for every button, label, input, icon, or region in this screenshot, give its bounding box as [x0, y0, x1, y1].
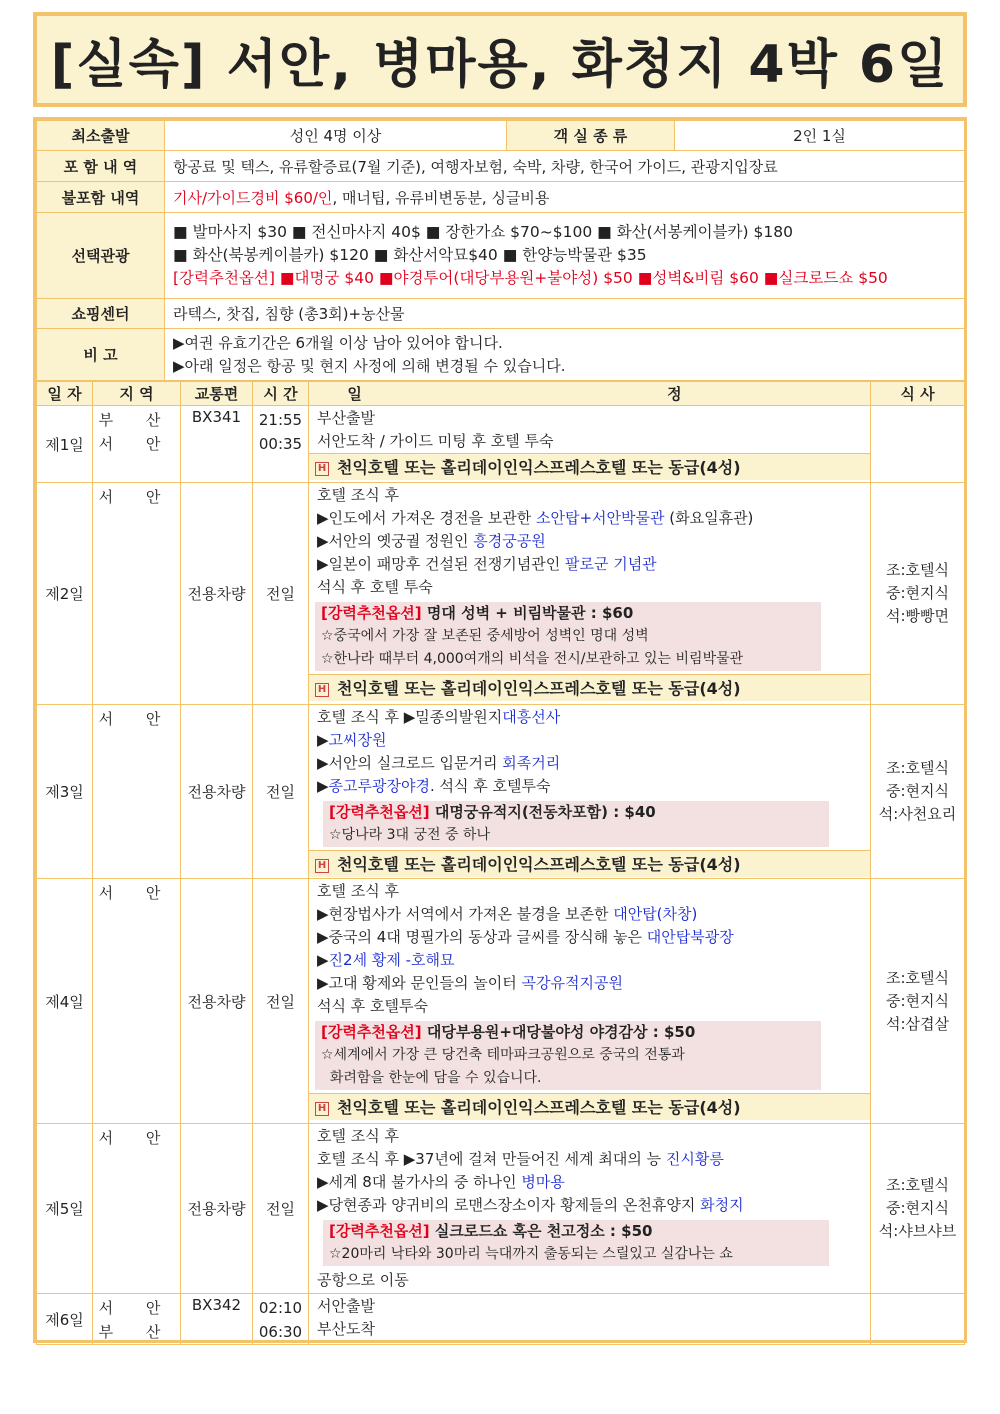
attraction-name: 곡강유적지공원: [521, 974, 623, 992]
itinerary-line: 호텔 조식 후: [317, 486, 399, 504]
option-desc: ☆20마리 낙타와 30마리 늑대까지 출동되는 스릴있고 실감나는 쇼: [329, 1246, 733, 1262]
option-title: [강력추천옵션] 대당부용원+대당불야성 야경감상 : $50: [321, 1023, 696, 1041]
optional-line-1: ■ 발마사지 $30 ■ 전신마사지 40$ ■ 장한가쇼 $70~$100 ■ 화산(서봉케이블카) $180: [173, 223, 793, 241]
hotel-icon: H: [315, 1102, 329, 1116]
schedule-table: [36, 381, 965, 1345]
recommended-option-box: [323, 801, 829, 847]
meal-cell: [871, 406, 965, 483]
exclude-label: 불포함 내역: [37, 182, 165, 213]
note-label: 비 고: [37, 329, 165, 381]
room-type-value: 2인 1실: [675, 121, 965, 151]
day-label: 제4일: [37, 879, 93, 1124]
region-text: 서 안: [93, 705, 181, 879]
attraction-name: 종고루광장야경: [328, 777, 430, 795]
itinerary-line: 호텔 조식 후: [317, 882, 399, 900]
itinerary-line: ▶현장법사가 서역에서 가져온 불경을 보존한 대안탑(차창): [317, 905, 698, 923]
hotel-icon: H: [315, 859, 329, 873]
time-cell: [253, 1294, 309, 1345]
itinerary-line: ▶인도에서 가져온 경전을 보관한 소안탑+서안박물관 (화요일휴관): [317, 509, 754, 527]
hotel-icon: H: [315, 683, 329, 697]
itinerary-line: 석식 후 호텔투숙: [317, 997, 428, 1015]
itinerary-line: 호텔 조식 후: [317, 1127, 399, 1145]
region-text: 서 안: [93, 879, 181, 1124]
region-cell: [93, 406, 181, 483]
recommended-option-box: [315, 1021, 821, 1090]
itinerary-line: ▶진2세 황제 -호해묘: [317, 951, 455, 969]
region-text: 서 안: [93, 483, 181, 705]
flight-number: BX341: [181, 406, 253, 483]
region-text: 서 안: [93, 1124, 181, 1294]
transport-text: 전용차량: [181, 483, 253, 705]
region-text: 서 안: [98, 435, 175, 453]
itinerary-cell: [309, 1124, 871, 1294]
exclude-rest-text: , 매너팁, 유류비변동분, 싱글비용: [332, 188, 550, 207]
optional-line-recommended: [강력추천옵션] ■대명궁 $40 ■야경투어(대당부용원+불야성) $50 ■성벽&비림 $60 ■실크로드쇼 $50: [173, 269, 888, 287]
attraction-name: 진2세 황제 -호해묘: [328, 951, 455, 969]
region-text: 부 산: [98, 411, 175, 429]
itinerary-line: 공항으로 이동: [317, 1271, 409, 1289]
optional-line-2: ■ 화산(북봉케이블카) $120 ■ 화산서악묘$40 ■ 한양능박물관 $35: [173, 246, 647, 264]
meal-text: 석:사천요리: [878, 805, 957, 823]
meal-text: 중:현지식: [885, 782, 949, 800]
meal-text: 중:현지식: [885, 991, 949, 1010]
title-banner: [33, 12, 967, 107]
meal-cell: [871, 1124, 965, 1294]
day-row: [37, 705, 965, 879]
header-itinerary: 일 정: [309, 382, 871, 406]
header-region: 지 역: [93, 382, 181, 406]
itinerary-line: ▶종고루광장야경. 석식 후 호텔투숙: [317, 777, 551, 795]
meal-cell: [871, 1294, 965, 1345]
meal-text: 조:호텔식: [885, 1176, 949, 1194]
note-line-1: ▶여권 유효기간은 6개월 이상 남아 있어야 합니다.: [173, 333, 503, 352]
meal-text: 석:샤브샤브: [878, 1222, 957, 1240]
itinerary-line: 부산도착: [317, 1320, 375, 1338]
option-title: [강력추천옵션] 실크로드쇼 혹은 천고정소 : $50: [329, 1222, 653, 1240]
attraction-name: 병마용: [521, 1173, 565, 1191]
day-row: [37, 1124, 965, 1294]
option-desc: ☆한나라 때부터 4,000여개의 비석을 전시/보관하고 있는 비림박물관: [321, 651, 744, 667]
time-text: 02:10: [258, 1299, 303, 1317]
itinerary-line: ▶서안의 실크로드 입문거리 회족거리: [317, 754, 561, 772]
meal-cell: [871, 705, 965, 879]
hotel-bar: [309, 674, 870, 701]
hotel-bar: [309, 1093, 870, 1120]
attraction-name: 화청지: [700, 1196, 744, 1214]
option-title: [강력추천옵션] 명대 성벽 + 비림박물관 : $60: [321, 604, 634, 622]
attraction-name: 대안탑북광장: [646, 928, 734, 946]
itinerary-line: 부산출발: [317, 409, 375, 427]
itinerary-cell: [309, 879, 871, 1124]
itinerary-cell: [309, 1294, 871, 1345]
include-label: 포 함 내 역: [37, 151, 165, 182]
header-transport: 교통편: [181, 382, 253, 406]
min-depart-label: 최소출발: [37, 121, 165, 151]
itinerary-line: ▶세계 8대 불가사의 중 하나인 병마용: [317, 1173, 565, 1191]
attraction-name: 대안탑(차창): [613, 905, 698, 923]
info-table: [36, 120, 965, 381]
hotel-text: 천익호텔 또는 홀리데이인익스프레스호텔 또는 동급(4성): [337, 458, 741, 477]
time-text: 전일: [253, 1124, 309, 1294]
meal-text: 석:삼겹살: [885, 1014, 949, 1033]
time-text: 전일: [253, 483, 309, 705]
itinerary-line: 서안출발: [317, 1297, 375, 1315]
header-meal: 식 사: [871, 382, 965, 406]
itinerary-line: ▶서안의 옛궁궐 정원인 흥경궁공원: [317, 532, 546, 550]
meal-text: 조:호텔식: [885, 759, 949, 777]
hotel-icon: H: [315, 462, 329, 476]
itinerary-cell: [309, 406, 871, 483]
shopping-value: 라텍스, 찻집, 침향 (총3회)+농산물: [165, 299, 965, 329]
day-row: [37, 879, 965, 1124]
itinerary-line: ▶당현종과 양귀비의 로맨스장소이자 황제들의 온천휴양지 화청지: [317, 1196, 744, 1214]
hotel-text: 천익호텔 또는 홀리데이인익스프레스호텔 또는 동급(4성): [337, 855, 741, 874]
time-text: 전일: [253, 705, 309, 879]
attraction-name: 소안탑+서안박물관: [535, 509, 665, 527]
hotel-text: 천익호텔 또는 홀리데이인익스프레스호텔 또는 동급(4성): [337, 679, 741, 698]
day-label: 제6일: [37, 1294, 93, 1345]
time-cell: [253, 406, 309, 483]
meal-text: 조:호텔식: [885, 561, 949, 579]
optional-tour-label: 선택관광: [37, 213, 165, 299]
itinerary-line: ▶중국의 4대 명필가의 동상과 글씨를 장식해 놓은 대안탑북광장: [317, 928, 734, 946]
guide-fee-text: 기사/가이드경비 $60/인: [173, 188, 333, 207]
time-text: 06:30: [258, 1323, 303, 1341]
option-desc: ☆세계에서 가장 큰 당건축 테마파크공원으로 중국의 전통과: [321, 1047, 685, 1063]
shopping-label: 쇼핑센터: [37, 299, 165, 329]
attraction-name: 팔로군 기념관: [564, 555, 657, 573]
region-text: 부 산: [98, 1323, 175, 1341]
meal-cell: [871, 483, 965, 705]
exclude-value: [165, 182, 965, 213]
region-cell: [93, 1294, 181, 1345]
meal-cell: [871, 879, 965, 1124]
itinerary-line: ▶고대 황제와 문인들의 놀이터 곡강유적지공원: [317, 974, 623, 992]
day-label: 제5일: [37, 1124, 93, 1294]
itinerary-line: 석식 후 호텔 투숙: [317, 578, 433, 596]
transport-text: 전용차량: [181, 879, 253, 1124]
option-desc: ☆중국에서 가장 잘 보존된 중세방어 성벽인 명대 성벽: [321, 628, 649, 644]
itinerary-cell: [309, 483, 871, 705]
attraction-name: 회족거리: [502, 754, 561, 772]
attraction-name: 대흥선사: [502, 708, 561, 726]
transport-text: 전용차량: [181, 705, 253, 879]
attraction-name: 흥경궁공원: [473, 532, 546, 550]
recommended-option-box: [315, 602, 821, 671]
time-text: 21:55: [258, 411, 303, 429]
hotel-text: 천익호텔 또는 홀리데이인익스프레스호텔 또는 동급(4성): [337, 1098, 741, 1117]
itinerary-frame: [33, 117, 967, 1343]
note-value: [165, 329, 965, 381]
meal-text: 중:현지식: [885, 584, 949, 602]
optional-tour-list: [165, 213, 965, 299]
day-label: 제3일: [37, 705, 93, 879]
time-text: 00:35: [258, 435, 303, 453]
attraction-name: 진시황릉: [665, 1150, 724, 1168]
meal-text: 조:호텔식: [885, 968, 949, 987]
region-text: 서 안: [98, 1299, 175, 1317]
min-depart-value: 성인 4명 이상: [165, 121, 507, 151]
meal-text: 중:현지식: [885, 1199, 949, 1217]
hotel-bar: [309, 453, 870, 480]
day-label: 제2일: [37, 483, 93, 705]
flight-number: BX342: [181, 1294, 253, 1345]
recommended-option-box: [323, 1220, 829, 1266]
itinerary-cell: [309, 705, 871, 879]
page-title: [실속] 서안, 병마용, 화청지 4박 6일: [50, 35, 950, 95]
itinerary-line: ▶일본이 패망후 건설된 전쟁기념관인 팔로군 기념관: [317, 555, 657, 573]
itinerary-line: ▶고씨장원: [317, 731, 387, 749]
attraction-name: 고씨장원: [328, 731, 387, 749]
hotel-bar: [309, 850, 870, 877]
day-label: 제1일: [37, 406, 93, 483]
header-time: 시 간: [253, 382, 309, 406]
time-text: 전일: [253, 879, 309, 1124]
option-desc: ☆당나라 3대 궁전 중 하나: [329, 827, 490, 843]
itinerary-line: 호텔 조식 후 ▶37년에 걸쳐 만들어진 세계 최대의 능 진시황릉: [317, 1150, 724, 1168]
meal-text: 석:빵빵면: [885, 607, 949, 625]
option-desc: 화려함을 한눈에 담을 수 있습니다.: [321, 1070, 542, 1086]
note-line-2: ▶아래 일정은 항공 및 현지 사정에 의해 변경될 수 있습니다.: [173, 356, 566, 375]
option-title: [강력추천옵션] 대명궁유적지(전동차포함) : $40: [329, 803, 656, 821]
itinerary-line: 서안도착 / 가이드 미팅 후 호텔 투숙: [317, 432, 554, 450]
transport-text: 전용차량: [181, 1124, 253, 1294]
itinerary-line: 호텔 조식 후 ▶밀종의발원지대흥선사: [317, 708, 561, 726]
room-type-label: 객 실 종 류: [507, 121, 675, 151]
include-value: 항공료 및 텍스, 유류할증료(7월 기준), 여행자보험, 숙박, 차량, 한국어 가이드, 관광지입장료: [165, 151, 965, 182]
day-row: [37, 483, 965, 705]
day-row: [37, 406, 965, 483]
day-row: [37, 1294, 965, 1345]
header-day: 일 자: [37, 382, 93, 406]
